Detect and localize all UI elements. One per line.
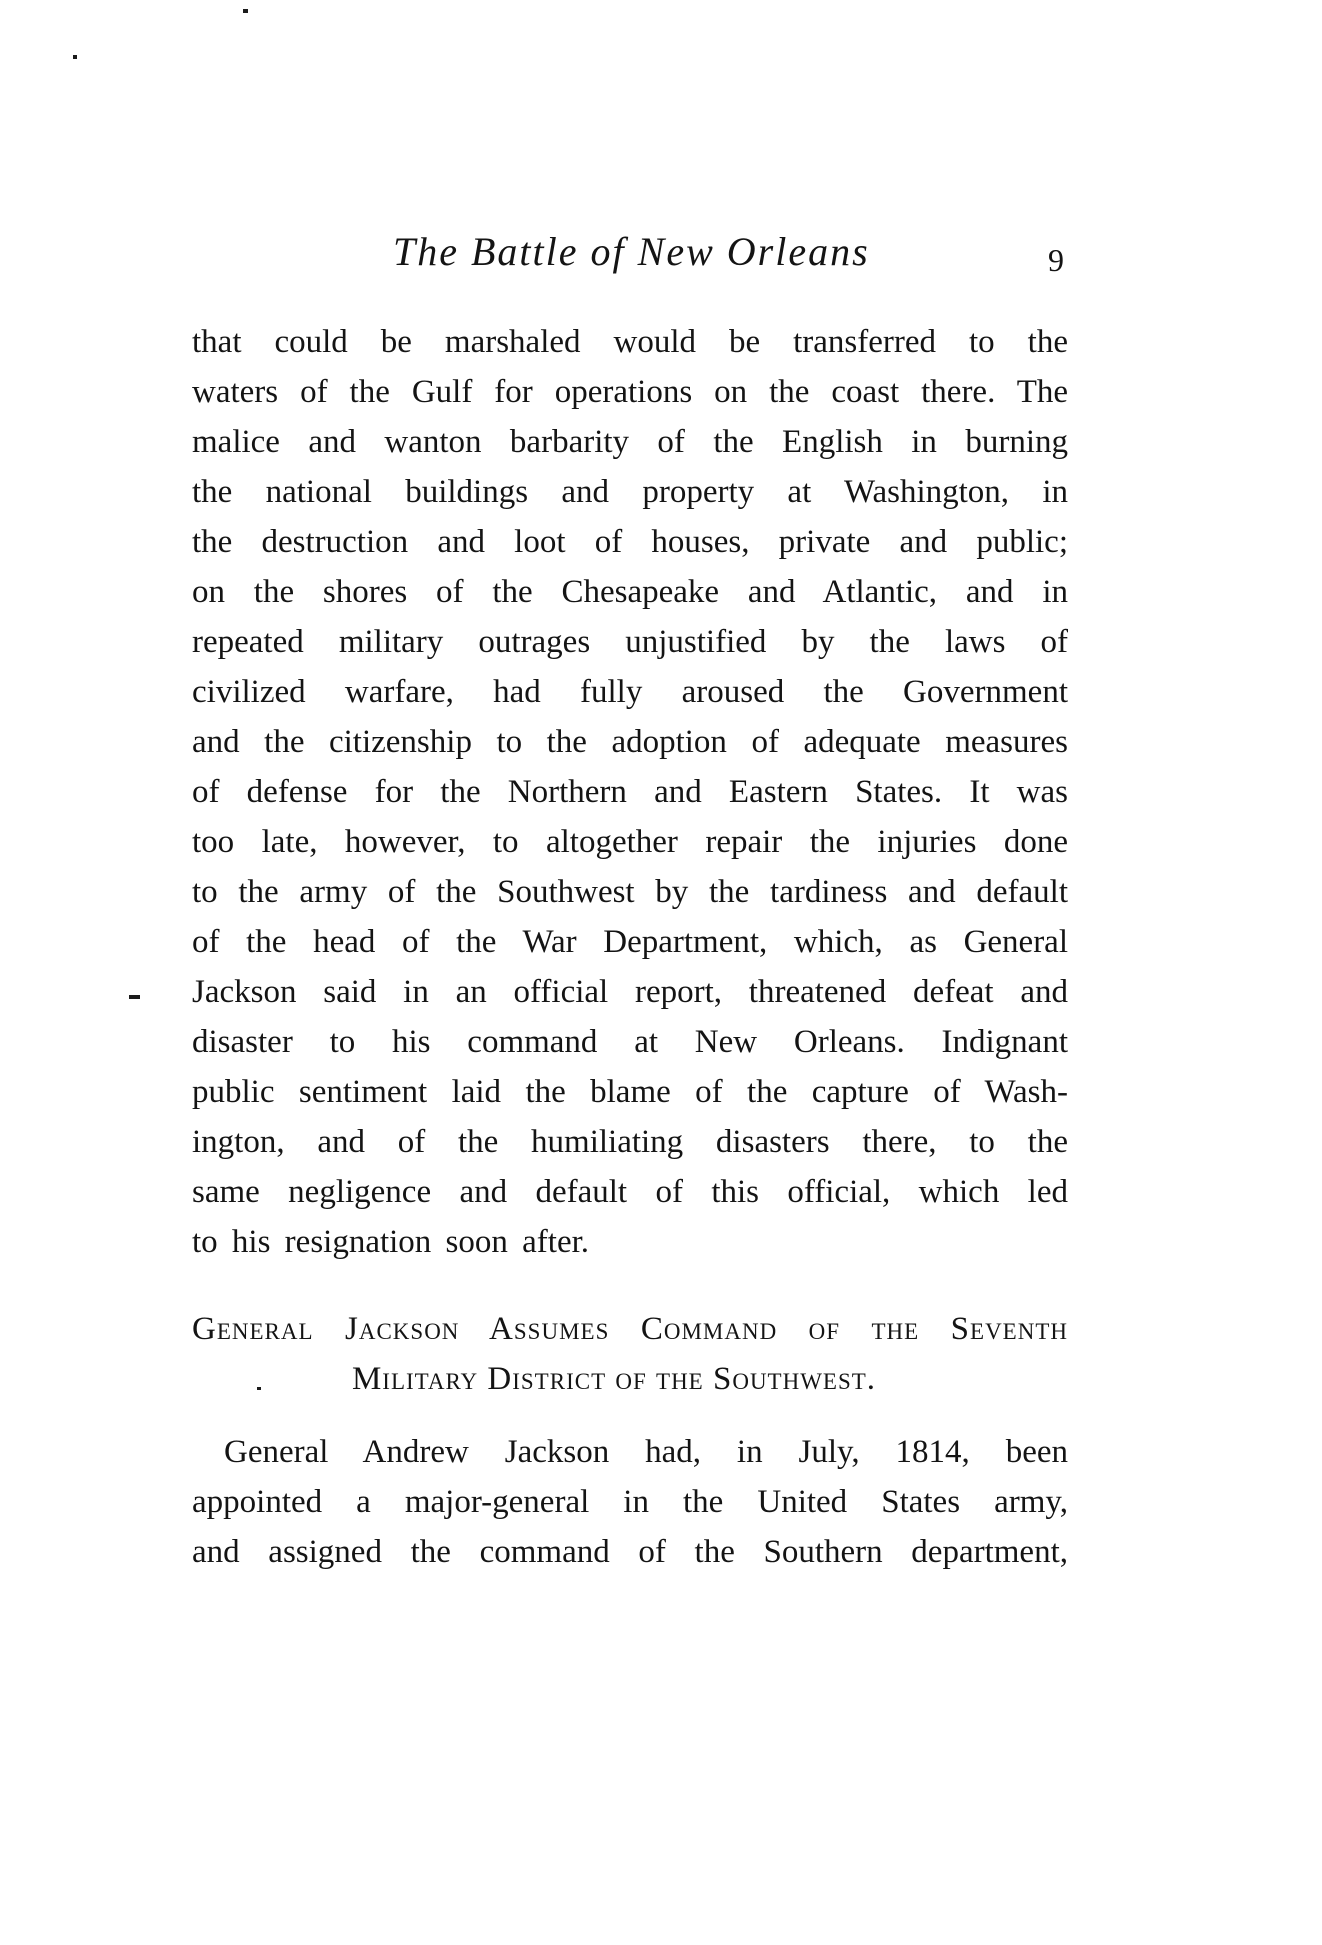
page-number: 9 bbox=[1048, 242, 1064, 278]
text-line: civilized warfare, had fully aroused the Government bbox=[192, 674, 1068, 710]
text-line: General Andrew Jackson had, in July, 1814, been bbox=[224, 1434, 1068, 1470]
text-line: malice and wanton barbarity of the English in burning bbox=[192, 424, 1068, 460]
running-header-title: The Battle of New Orleans bbox=[393, 229, 870, 274]
text-line: disaster to his command at New Orleans. Indignant bbox=[192, 1024, 1068, 1060]
text-line: Jackson said in an official report, threatened defeat and bbox=[192, 974, 1068, 1010]
text-line: the destruction and loot of houses, private and public; bbox=[192, 524, 1068, 560]
scan-speck-top bbox=[243, 9, 248, 13]
text-line: on the shores of the Chesapeake and Atlantic, and in bbox=[192, 574, 1068, 610]
text-line: to his resignation soon after. bbox=[192, 1224, 590, 1260]
pencil-mark-left-margin bbox=[129, 995, 140, 999]
section-heading-line-1: General Jackson Assumes Command of the Seventh bbox=[192, 1311, 1068, 1347]
text-line: too late, however, to altogether repair the injuries done bbox=[192, 824, 1068, 860]
text-line: public sentiment laid the blame of the capture of Wash- bbox=[192, 1074, 1068, 1110]
text-line: to the army of the Southwest by the tardiness and default bbox=[192, 874, 1068, 910]
section-heading-line-2: Military District of the Southwest. bbox=[351, 1361, 877, 1397]
scan-speck-left bbox=[73, 55, 77, 59]
text-line: the national buildings and property at Washington, in bbox=[192, 474, 1068, 510]
section-heading bbox=[192, 1304, 1068, 1404]
paragraph-1 bbox=[192, 317, 1068, 1267]
paragraph-2 bbox=[192, 1427, 1068, 1577]
text-line: of the head of the War Department, which, as General bbox=[192, 924, 1068, 960]
text-line: that could be marshaled would be transferred to the bbox=[192, 324, 1068, 360]
stray-ink-dot-before-heading bbox=[257, 1387, 261, 1390]
text-line: and the citizenship to the adoption of adequate measures bbox=[192, 724, 1068, 760]
text-line: waters of the Gulf for operations on the coast there. The bbox=[192, 374, 1068, 410]
text-line: and assigned the command of the Southern department, bbox=[192, 1534, 1068, 1570]
text-line: ington, and of the humiliating disasters there, to the bbox=[192, 1124, 1068, 1160]
text-line: of defense for the Northern and Eastern States. It was bbox=[192, 774, 1068, 810]
text-line: repeated military outrages unjustified by the laws of bbox=[192, 624, 1068, 660]
text-line: appointed a major-general in the United States army, bbox=[192, 1484, 1068, 1520]
text-line: same negligence and default of this official, which led bbox=[192, 1174, 1068, 1210]
